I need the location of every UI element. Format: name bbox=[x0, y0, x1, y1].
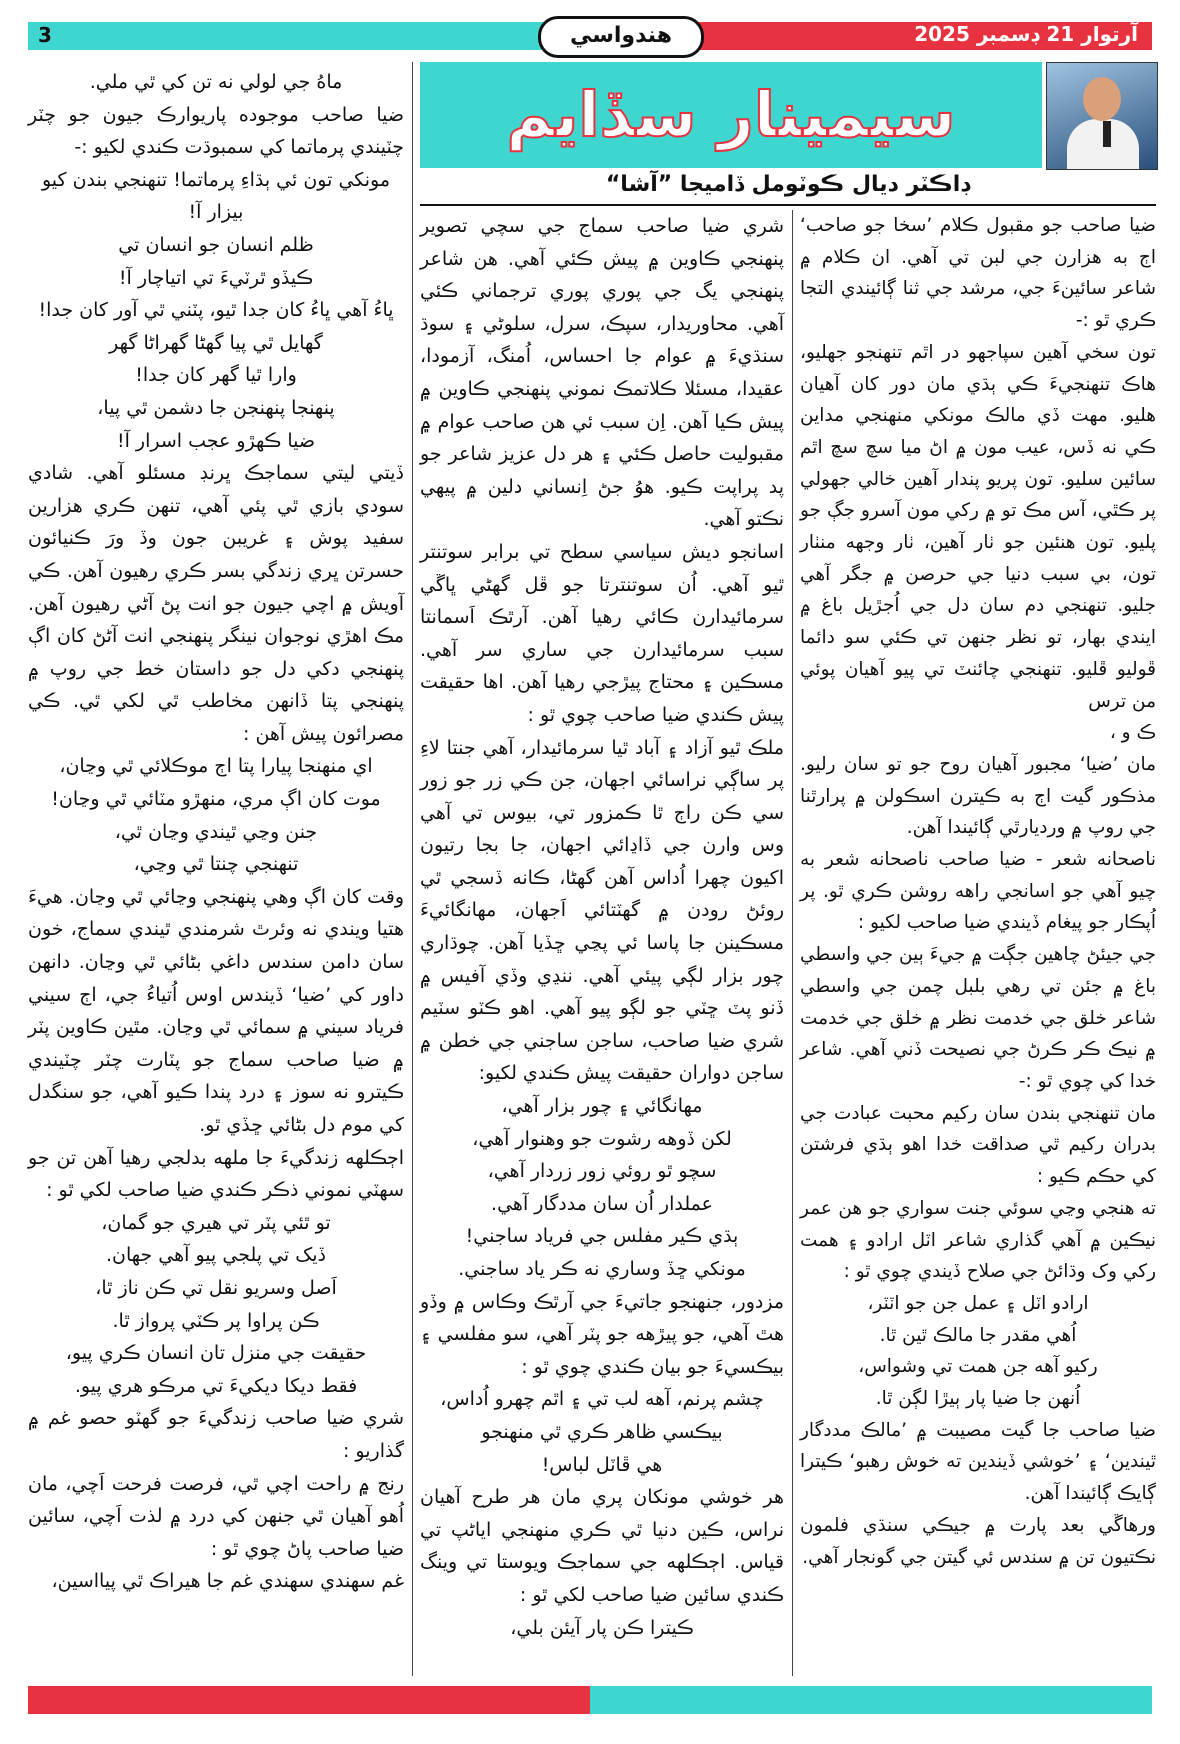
page-number: 3 bbox=[38, 23, 52, 47]
paragraph: تون سخي آهين سپاجهو در اٿم تنهنجو جهليو، هاڪ تنهنجيءَ ڪي ٻڌي مان دور کان آهيان هليو. مهت ڏي مالڪ مونکي منهنجي مداين ڪي نه ڏس، عيب مون ۾ اڻ ميا سچ سچ اٿم سائين سليو. تون پريو پندار آهين خالي جهولي پر ڪٿي، آس مڪ تو ۾ رکي مون آسرو جڳ جو پليو. تون هنئين جو ٺار آهين، ٺار وجهه منٺار تون، بي سبب دنيا جي حرصن ۾ جگر آهي جليو. تنهنجي دم سان دل جي اُجڙيل باغ ۾ ايندي بهار، تو نظر جنهن تي ڪئي سو دائما ڦوليو ڦليو. تنهنجي چائنٽ تي پيو آهيان پوئي من ترس bbox=[800, 341, 1156, 712]
header-bar bbox=[28, 22, 1152, 50]
verse-line: تو ٿئي پٽر تي هيري جو گمان، bbox=[101, 1211, 331, 1234]
paragraph: اسانجو ديش سياسي سطح تي برابر سوتنتر ٿيو آهي. اُن سوتنترتا جو ڦل گهڻي ڀاڱي سرمائيدارن ڪائي رهيا آهن. آرٿڪ اَسمانتا سبب سرمائيدارن جي ساري سر آهي. مسڪين ۽ محتاج پيڙجي رهيا آهن. اها حقيقت پيش ڪندي ضيا صاحب چوي ٿو : bbox=[420, 540, 784, 726]
paragraph: شري ضيا صاحب سماج جي سچي تصوير پنهنجي ڪاوين ۾ پيش ڪئي آهي. هن شاعر پنهنجي يگ جي پوري پوري ترجماني ڪئي آهي. محاوريدار، سپڪ، سرل، سلوڻي ۽ سوڌ سنڌيءَ ۾ عوام جا احساس، اُمنگ، آزمودا، عقيدا، مسئلا ڪلاتمڪ نموني پنهنجي ڪاوين ۾ پيش ڪيا آهن. اِن سبب ئي هن صاحب عوام ۾ مقبوليت حاصل ڪئي ۽ هر دل عزيز شاعر جو پد پراپت ڪيو. هوُ جڻ اِنساني دلين ۾ پيهي نڪتو آهي. bbox=[420, 215, 784, 531]
verse-line: ڀاءُ آهي ڀاءُ کان جدا ٿيو، پٽني ٿي آور کان جدا! bbox=[38, 299, 394, 322]
column-left bbox=[28, 66, 404, 1598]
paragraph: ضيا صاحب جو مقبول ڪلام ’سخا جو صاحب‘ اڄ به هزارن جي لبن تي آهي. ان ڪلام ۾ شاعر سائينءَ جي، مرشد جي ثنا ڳائيندي التجا ڪري ٿو :- bbox=[800, 215, 1156, 332]
microphone-icon bbox=[1103, 121, 1111, 147]
paragraph: ضيا صاحب جا گيت مصيبت ۾ ’مالڪ مددگار ٿيندين‘ ۽ ’خوشي ڏيندين ته خوش رهبو‘ ڪيترا ڳايڪ ڳائيندا آهن. bbox=[800, 1419, 1156, 1505]
paragraph: ڏيتي ليتي سماجڪ ڀرنڊ مسئلو آهي. شادي سودي بازي ٿي پئي آهي، تنهن ڪري هزارين سفيد پوش ۽ غريبن جون وڏ ورَ ڪنيائون حسرتن ڀري زندگي بسر ڪري رهيون آهن. ڪي آويش ۾ اچي جيون جو انت پڻ آڻي رهيون آهن. مڪ اهڙي نوجوان نينگر پنهنجي انت آڻڻ کان اڳ پنهنجي دکي دل جو داستان خط جي روپ ۾ پنهنجي پتا ڏانهن مخاطب ٿي لکي ٿي. ڪي مصرائون پيش آهن : bbox=[28, 462, 404, 745]
title-rule bbox=[420, 204, 1156, 206]
paragraph: ورهاڱي بعد پارت ۾ جيڪي سنڌي فلمون نڪتيون تن ۾ سندس ئي گيتن جي گونجار آهي. bbox=[800, 1514, 1156, 1568]
verse-line: ڪيترا ڪن پار آيئن بلي، bbox=[510, 1616, 694, 1639]
footer-red-stripe bbox=[28, 1686, 590, 1714]
verse-line: ارادو اٽل ۽ عمل جن جو اٽٽر، bbox=[867, 1292, 1089, 1314]
verse-line: ظلم انسان جو انسان تي bbox=[118, 233, 314, 256]
verse-line: اُهي مقدر جا مالڪ ٿين ٿا. bbox=[879, 1324, 1077, 1346]
verse-line: وارا ٿيا گهر کان جدا! bbox=[135, 364, 297, 387]
verse-line: اَصل وسريو نقل تي ڪن ناز ٿا، bbox=[95, 1276, 337, 1299]
verse-line: ڪن پراوا پر ڪٽي پرواز ٿا. bbox=[112, 1309, 320, 1332]
verse-line: فقط ديکا ديکيءَ تي مرڪو هري پيو. bbox=[74, 1374, 358, 1397]
paragraph: وقت کان اڳ وهي پنهنجي وڃائي ٿي وڃان. هيءَ هتيا ويندي نه وئرٿ شرمندي ٿيندي سماج، خون سان دامن سندس داغي بڻائي ٿي وڃان. دانهن داور کي ’ضيا‘ ڏيندس اوس اُتياءُ جي، اڄ سيني فرياد سيني ۾ سمائي ٿي وڃان. مٿين ڪاوين پٽر ۾ ضيا صاحب سماج جو پٽارت چٽر چٽيندي ڪيترو نه سوز ۽ درد پندا ڪيو آهي، جو سنگدل کي موم دل بڻائي ڇڏي ٿو. bbox=[28, 885, 404, 1136]
newspaper-logo: هندواسي bbox=[538, 16, 704, 58]
paragraph: شري ضيا صاحب زندگيءَ جو گهٽو حصو غم ۾ گذاريو : bbox=[28, 1407, 404, 1462]
verse-line: ڪيڏو ٿرٽيءَ تي اتياچار آ! bbox=[118, 266, 314, 289]
photo-face bbox=[1083, 77, 1121, 121]
verse-line: مونکي تون ئي ٻڌاءِ پرماتما! تنهنجي بندن کيو بيزار آ! bbox=[41, 168, 391, 224]
paragraph: مان ’ضيا‘ مجبور آهيان روح جو تو سان رليو. مذڪور گيت اڄ به ڪيترن اسڪولن ۾ پرارٿنا جي روپ ۾ ورديارٿي ڳائيندا آهن. bbox=[800, 753, 1156, 839]
verse-line: چشم پرنم، آهه لب تي ۽ اٿم چهرو اُداس، bbox=[440, 1388, 764, 1411]
verse-line: عملدار اُن سان مددگار آهي. bbox=[491, 1192, 713, 1215]
verse-line: مهانگائي ۽ چور بزار آهي، bbox=[501, 1095, 703, 1118]
verse-line: مونکي ڇڏ وساري نه ڪر ياد ساجني. bbox=[458, 1258, 746, 1280]
paragraph: ضيا صاحب موجوده پاريوارڪ جيون جو چٽر چٽيندي پرماتما کي سمبوڌت ڪندي لکيو :- bbox=[28, 103, 404, 159]
column-divider bbox=[412, 62, 413, 1676]
paragraph: مان تنهنجي بندن سان رکيم محبت عبادت جي بدران رکيم ٿي صداقت خدا اهو ٻڌي فرشتن کي حڪم ڪيو : bbox=[800, 1102, 1156, 1188]
verse-line: تنهنجي چنتا ٿي وڃي، bbox=[133, 853, 299, 876]
verse-line: سچو ٿو روئي زور زردار آهي، bbox=[487, 1160, 717, 1183]
header-cyan-stripe bbox=[28, 22, 568, 50]
verse-line: ڏيک تي پلجي پيو آهي جهان. bbox=[105, 1244, 326, 1267]
column-divider bbox=[792, 210, 793, 1676]
column-middle bbox=[420, 210, 784, 1644]
verse-line: لکن ڏوهه رشوت جو وهنوار آهي، bbox=[472, 1127, 732, 1150]
footer-cyan-stripe bbox=[590, 1686, 1152, 1714]
paragraph: هر خوشي مونکان پري مان هر طرح آهيان نراس، ڪين دنيا ٿي ڪري منهنجي اياڻپ تي قياس. اڄڪلهه جي سماجڪ ويوستا تي وينگ ڪندي سائين ضيا صاحب لکي ٿو : bbox=[420, 1486, 784, 1606]
paragraph: اڄڪلهه زندگيءَ جا ملهه بدلجي رهيا آهن تن جو سهٽي نموني ذڪر ڪندي ضيا صاحب لکي ٿو : bbox=[28, 1146, 404, 1202]
verse-line: بيڪسي ظاهر ڪري ٿي منهنجو bbox=[481, 1420, 723, 1443]
paragraph: مزدور، جنهنجو جاتيءَ جي آرٿڪ وڪاس ۾ وڏو هٿ آهي، جو پيڙهه جو پٽر آهي، سو مفلسي ۽ بيڪسيءَ جو بيان ڪندي چوي ٿو : bbox=[420, 1290, 784, 1378]
verse-line: رکيو آهه جن همت تي وشواس، bbox=[858, 1356, 1098, 1378]
verse-line: ماهُ جي لولي نه تن کي ٿي ملي. bbox=[89, 71, 343, 93]
verse-line: پنهنجا پنهنجن جا دشمن ٿي پيا، bbox=[97, 396, 335, 419]
paragraph: ناصحانه شعر - ضيا صاحب ناصحانه شعر به چيو آهي جو اسانجي راهه روشن ڪري ٿو. پر اُپڪار جو پيغام ڏيندي ضيا صاحب لکيو : bbox=[800, 849, 1156, 934]
article-author: ڊاڪٽر ديال ڪوٽومل ڏاميجا ”آشا“ bbox=[605, 172, 971, 197]
verse-line: ضيا ڪهڙو عجب اسرار آ! bbox=[116, 429, 315, 452]
paragraph: ته هنجي وڃي سوئي جنت سواري جو هن عمر نيڪين ۾ آهي گذاري شاعر اٽل ارادو ۽ همت رکي وک وڌائڻ جي صلاح ڏيندي چوي ٿو : bbox=[800, 1197, 1156, 1283]
author-photo bbox=[1046, 62, 1158, 170]
verse-line: گهايل ٿي پيا گهڻا گهراڻا گهر bbox=[109, 331, 323, 354]
verse-line: موت کان اڳ مري، منهڙو مٽائي ٿي وڃان! bbox=[51, 788, 381, 811]
verse-line: ٻڌي ڪير مفلس جي فرياد ساجني! bbox=[465, 1225, 739, 1248]
paragraph: ملڪ ٿيو آزاد ۽ آباد ٿيا سرمائيدار، آهي جنتا لاءِ پر ساڳي نراسائي اجهان، جن ڪي زر جو زور سي ڪن راڄ ٿا ڪمزور تي، بيوس تي آهي وس وارن جي ڏاڍائي اجهان، جا بجا رتيون اکيون چهرا اُداس آهن گهڻا، ڪانه ڏسجي ٿي روئڻ رودن ۾ گهٽتائي اَجهان، مهانگائيءَ مسڪينن جا پاسا ئي پڃي ڇڏيا آهن. چوڌاري چور بزار لڳي پيئي آهي. ننڍي وڏي آفيس ۾ ڏنو پٽ ڇٽي جو لڳو پيو آهي. اهو ڪٽو سٽيم شري ضيا صاحب، ساجن ساجني جي خطن ۾ ساجن دواران حقيقت پيش ڪندي لکيو: bbox=[420, 736, 784, 1085]
issue-date: آرتوار 21 ڊسمبر 2025 bbox=[914, 22, 1138, 46]
footer-bar bbox=[28, 1686, 1152, 1714]
verse-line: جنن وڃي ٿيندي وڃان ٿي، bbox=[114, 820, 318, 843]
paragraph: ڪ و ، bbox=[1109, 722, 1156, 744]
verse-line: اي منهنجا پيارا پتا اڄ موڪلائي ٿي وڃان، bbox=[59, 755, 373, 778]
verse-line: هي ڦاٽل لباس! bbox=[541, 1453, 663, 1476]
paragraph: جي جيئڻ چاهين جڳت ۾ جيءَ ٻين جي واسطي باغ ۾ جئن تي رهي بلبل چمن جي واسطي شاعر خلق جي خدمت نظر ۾ خلق جي خدمت ۾ نيڪ ڪر ڪرڻ جي نصيحت ڏني آهي. شاعر خدا کي چوي ٿو :- bbox=[800, 944, 1156, 1092]
paragraph: رنج ۾ راحت اچي ٿي، فرصت فرحت اَچي، مان اُهو آهيان ٿي جنهن کي درد ۾ لذت اَچي، سائين ضيا صاحب پاڻ چوي ٿو : bbox=[28, 1472, 404, 1560]
verse-line: اُنهن جا ضيا پار ٻيڙا لڳن ٿا. bbox=[875, 1388, 1081, 1410]
column-right bbox=[800, 210, 1156, 1573]
article-title: سيمينار سڏايم bbox=[506, 78, 956, 151]
paragraph: غم سهندي سهندي غم جا هيراڪ ٿي پيااسين، bbox=[51, 1570, 404, 1593]
verse-line: حقيقت جي منزل تان انسان ڪري پيو، bbox=[65, 1342, 367, 1365]
